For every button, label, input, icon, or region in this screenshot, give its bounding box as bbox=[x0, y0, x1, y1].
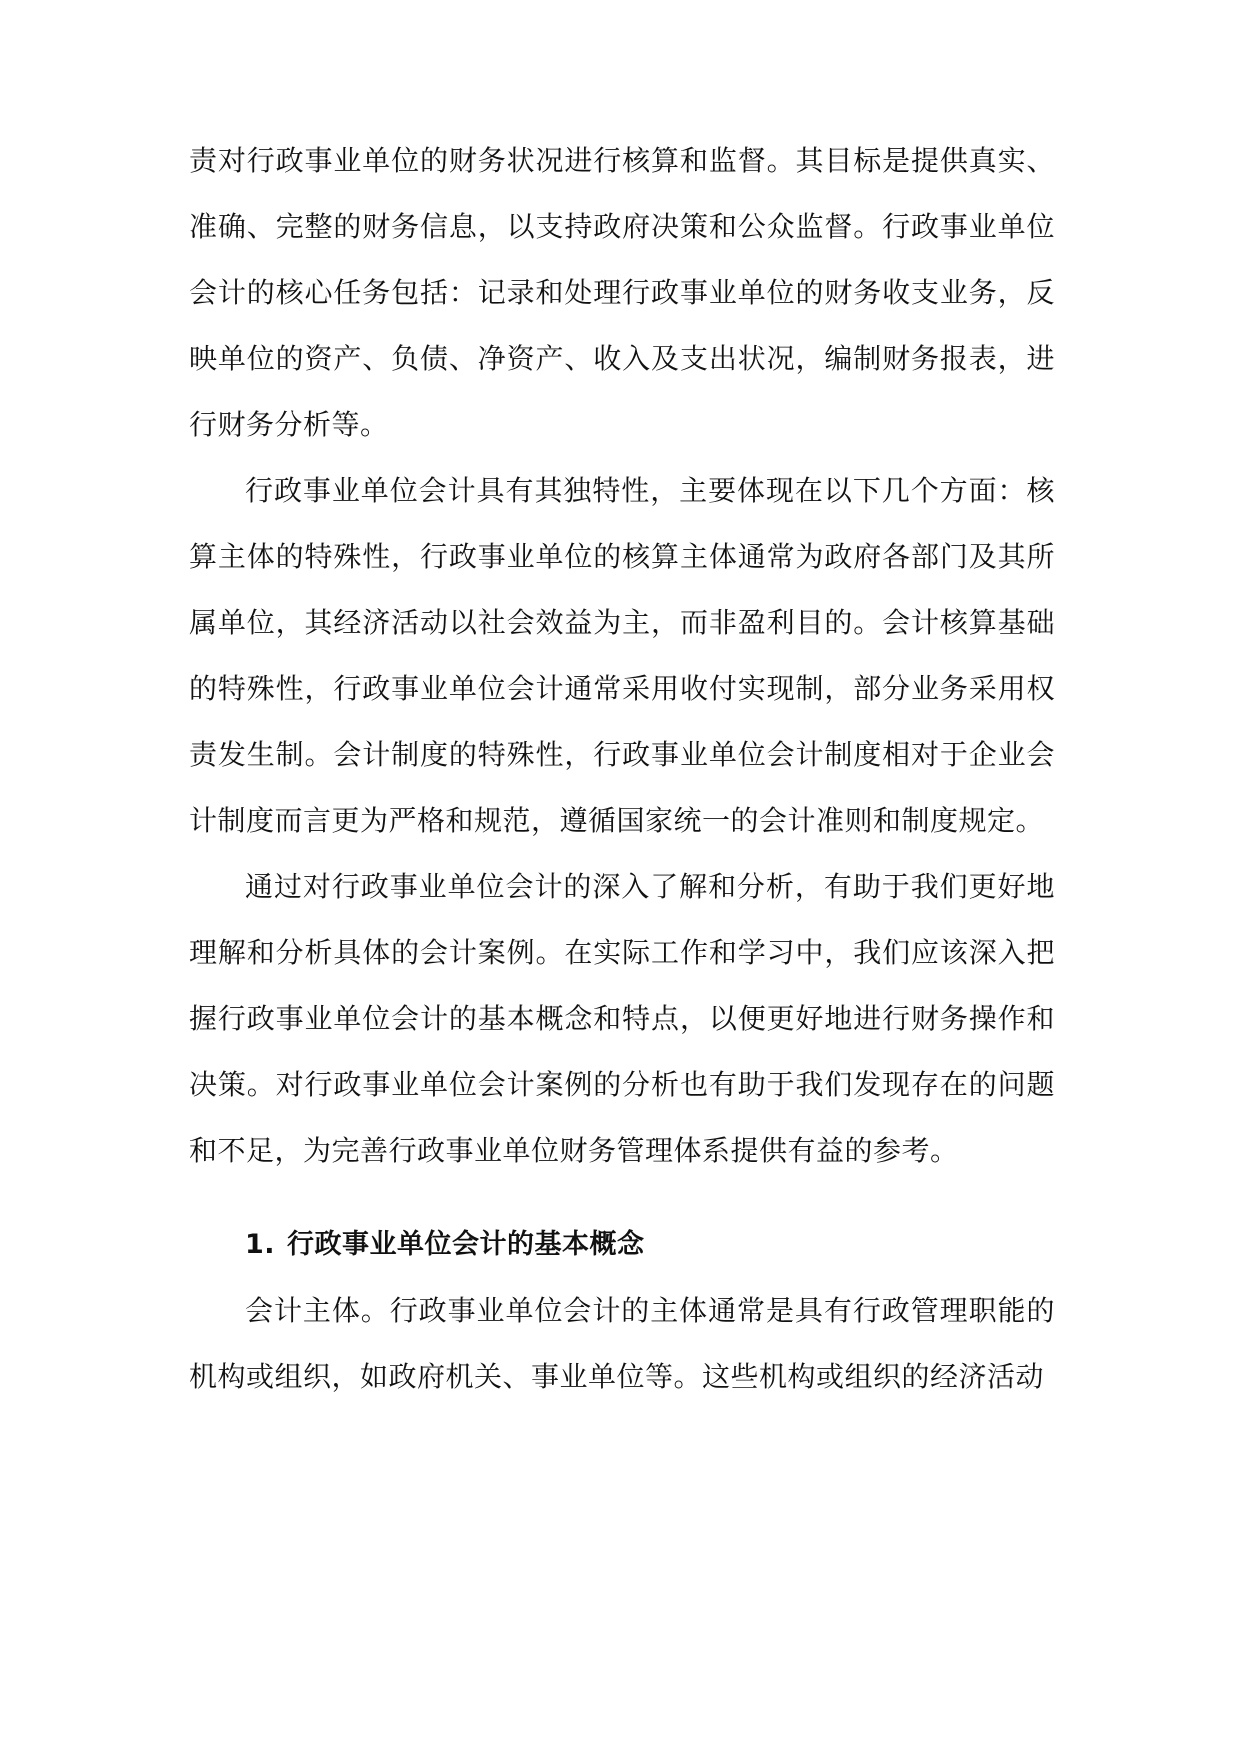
section-title: 行政事业单位会计的基本概念 bbox=[287, 1229, 645, 1260]
paragraph-continued: 责对行政事业单位的财务状况进行核算和监督。其目标是提供真实、准确、完整的财务信息，以支持政府决策和公众监督。行政事业单位会计的核心任务包括：记录和处理行政事业单位的财务收支业务，反映单位的资产、负债、净资产、收入及支出状况，编制财务报表，进行财务分析等。 bbox=[189, 144, 1055, 441]
document-body bbox=[189, 128, 1055, 1410]
paragraph-accounting-entity: 会计主体。行政事业单位会计的主体通常是具有行政管理职能的机构或组织，如政府机关、事业单位等。这些机构或组织的经济活动 bbox=[189, 1294, 1055, 1393]
section-number: 1. bbox=[245, 1229, 276, 1260]
paragraph-characteristics: 行政事业单位会计具有其独特性，主要体现在以下几个方面：核算主体的特殊性，行政事业单位的核算主体通常为政府各部门及其所属单位，其经济活动以社会效益为主，而非盈利目的。会计核算基础的特殊性，行政事业单位会计通常采用收付实现制，部分业务采用权责发生制。会计制度的特殊性，行政事业单位会计制度相对于企业会计制度而言更为严格和规范，遵循国家统一的会计准则和制度规定。 bbox=[189, 474, 1055, 837]
paragraph-summary: 通过对行政事业单位会计的深入了解和分析，有助于我们更好地理解和分析具体的会计案例。在实际工作和学习中，我们应该深入把握行政事业单位会计的基本概念和特点，以便更好地进行财务操作和决策。对行政事业单位会计案例的分析也有助于我们发现存在的问题和不足，为完善行政事业单位财务管理体系提供有益的参考。 bbox=[189, 870, 1055, 1167]
section-heading bbox=[189, 1212, 1055, 1278]
